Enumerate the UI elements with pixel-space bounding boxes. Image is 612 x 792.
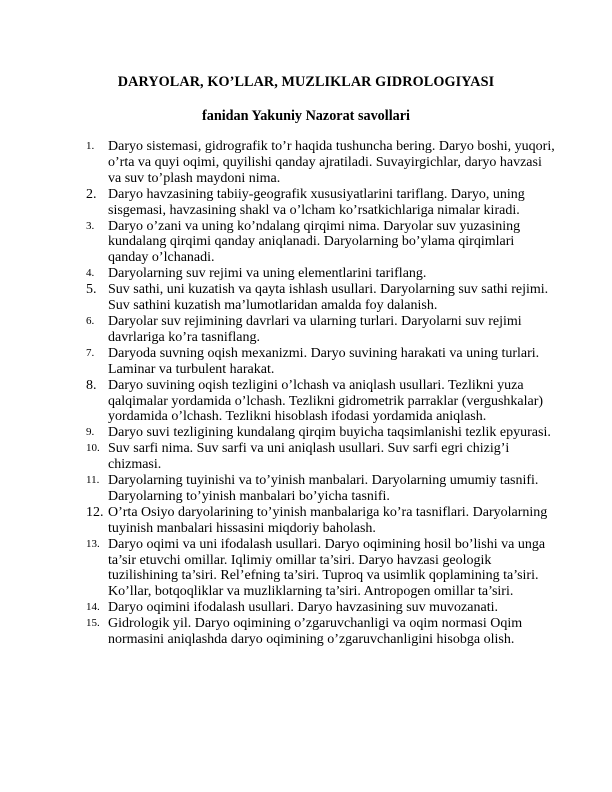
question-text: O’rta Osiyo daryolarining to’yinish manbalariga ko’ra tasniflari. Daryolarning tuyinish manbalari hissasini miqdoriy baholash. (108, 504, 548, 536)
question-text: Daryo o’zani va uning ko’ndalang qirqimi nima. Daryolar suv yuzasining kundalang qirqimi qanday aniqlanadi. Daryolarning bo’ylama qirqimlari qanday o’lchanadi. (108, 218, 521, 266)
question-text: Daryo suvi tezligining kundalang qirqim buyicha taqsimlanishi tezlik epyurasi. (108, 425, 551, 441)
question-item (86, 616, 556, 648)
document-subtitle: fanidan Yakuniy Nazorat savollari (202, 108, 410, 124)
question-item (86, 346, 556, 378)
question-text: Daryo havzasining tabiiy-geografik xususiyatlarini tariflang. Daryo, uning sisgemasi, havzasining shakl va o’lcham ko’rsatkichlariga nimalar kiradi. (108, 186, 525, 218)
question-item (86, 219, 556, 267)
question-item (86, 378, 556, 426)
question-number: 3. (86, 219, 95, 232)
question-text: Suv sarfi nima. Suv sarfi va uni aniqlash usullari. Suv sarfi egri chizig’i chizmasi. (108, 441, 510, 473)
question-text: Daryolarning tuyinishi va to’yinish manbalari. Daryolarning umumiy tasnifi. Daryolarning to’yinish manbalari bo’yicha tasnifi. (108, 473, 539, 504)
question-item (86, 187, 556, 219)
question-item (86, 441, 556, 473)
question-number: 5. (86, 282, 97, 298)
question-item (86, 282, 556, 314)
question-number: 10. (86, 442, 100, 455)
question-number: 15. (86, 617, 100, 630)
question-number: 13. (86, 537, 100, 550)
question-item (86, 139, 556, 187)
question-item (86, 473, 556, 505)
question-text: Daryo suvining oqish tezligini o’lchash va aniqlash usullari. Tezlikni yuza qalqimalar yordamida o’lchash. Tezlikni gidrometrik parraklar (vergushkalar) yordamida o’lchash. Tezlikni hisoblash ifodasi yordamida aniqlash. (108, 377, 544, 425)
question-number: 4. (86, 267, 95, 280)
question-item (86, 505, 556, 537)
question-number: 6. (86, 314, 95, 327)
question-number: 7. (86, 346, 95, 359)
question-text: Daryo sistemasi, gidrografik to’r haqida tushuncha bering. Daryo boshi, yuqori, o’rta va quyi oqimi, quyilishi qanday ajratiladi. Suvayirgichlar, daryo havzasi va suv to’plash maydoni nima. (108, 139, 555, 186)
document-title: DARYOLAR, KO’LLAR, MUZLIKLAR GIDROLOGIYASI (117, 74, 495, 90)
question-number: 11. (86, 474, 100, 487)
question-number: 9. (86, 426, 95, 439)
question-item (86, 600, 556, 616)
question-text: Daryolarning suv rejimi va uning elementlarini tariflang. (108, 266, 427, 282)
question-text: Suv sathi, uni kuzatish va qayta ishlash usullari. Daryolarning suv sathi rejimi. Suv sathini kuzatish ma’lumotlaridan amalda foy dalanish. (108, 282, 549, 314)
question-text: Daryo oqimi va uni ifodalash usullari. Daryo oqimining hosil bo’lishi va unga ta’sir etuvchi omillar. Iqlimiy omillar ta’siri. Daryo havzasi geologik tuzilishining ta’siri. Rel’efning ta’siri. Tuproq va usimlik qoplamining ta’siri. Ko’llar, botqoqliklar va muzliklarning ta’siri. Antropogen omillar ta’siri. (108, 536, 546, 600)
question-item (86, 314, 556, 346)
question-text: Daryo oqimini ifodalash usullari. Daryo havzasining suv muvozanati. (108, 600, 498, 616)
question-number: 8. (86, 377, 97, 393)
question-text: Daryoda suvning oqish mexanizmi. Daryo suvining harakati va uning turlari. Laminar va turbulent harakat. (108, 345, 540, 377)
question-number: 12. (86, 504, 104, 520)
question-item (86, 266, 556, 282)
question-number: 2. (86, 186, 97, 202)
question-item (86, 537, 556, 601)
question-number: 1. (86, 140, 95, 152)
question-number: 14. (86, 601, 100, 614)
question-text: Daryolar suv rejimining davrlari va ularning turlari. Daryolarni suv rejimi davrlariga ko’ra tasniflang. (108, 313, 522, 345)
question-list (86, 139, 556, 648)
question-text: Gidrologik yil. Daryo oqimining o’zgaruvchanligi va oqim normasi Oqim normasini aniqlashda daryo oqimining o’zgaruvchanligini hisobga olish. (108, 616, 523, 648)
question-item (86, 425, 556, 441)
